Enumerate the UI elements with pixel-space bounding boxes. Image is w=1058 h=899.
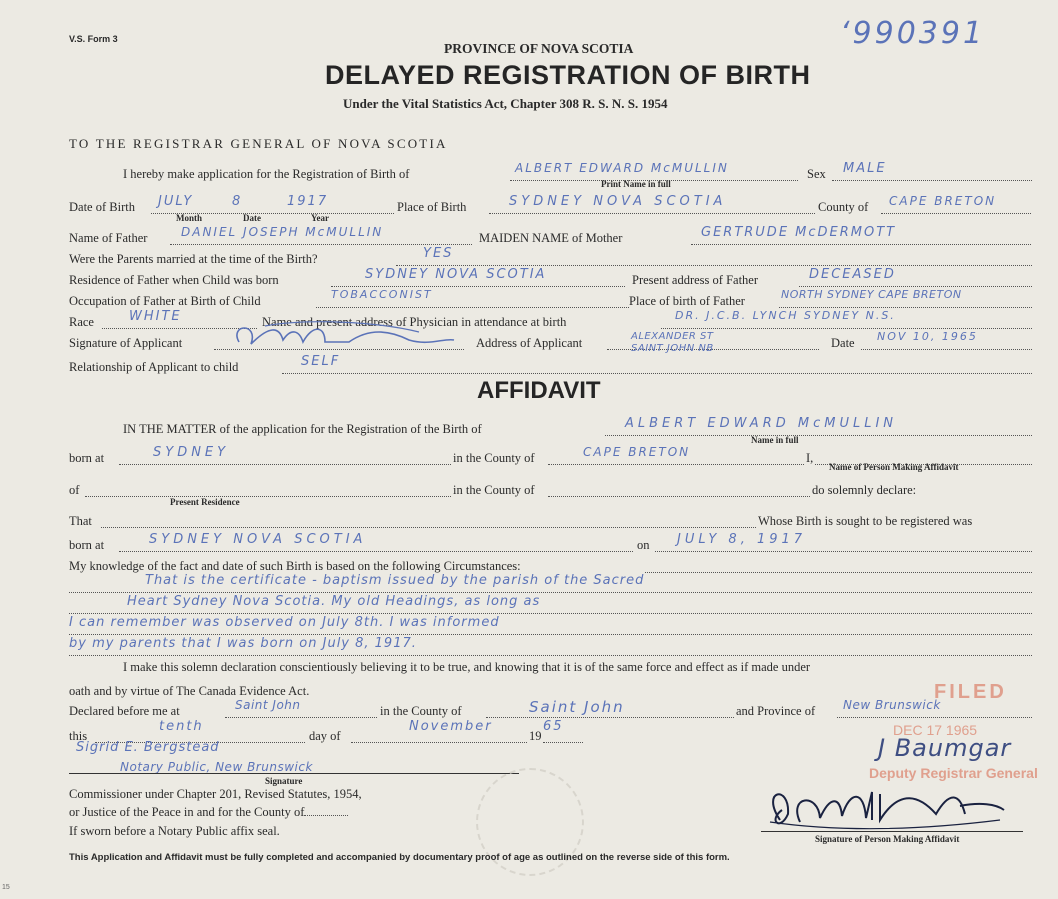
label-matter: IN THE MATTER of the application for the Registration of the Birth of [123, 422, 482, 436]
race-value: WHITE [129, 309, 182, 324]
occupation-value: TOBACCONIST [331, 288, 433, 301]
commissioner-signature-line [69, 773, 519, 774]
label-born-at-2: born at [69, 538, 105, 552]
mother-value: GERTRUDE McDERMOTT [701, 225, 897, 240]
label-married: Were the Parents married at the time of the Birth? [69, 252, 318, 266]
label-occupation: Occupation of Father at Birth of Child [69, 294, 261, 308]
date-caption: Date [243, 213, 261, 223]
affidavit-heading: AFFIDAVIT [477, 377, 601, 404]
month-caption: Month [176, 213, 203, 223]
form-subtitle: Under the Vital Statistics Act, Chapter 308 R. S. N. S. 1954 [343, 96, 668, 111]
on-value: JULY 8, 1917 [677, 532, 807, 547]
person-making-affidavit-caption: Name of Person Making Affidavit [829, 462, 959, 472]
affiant-signature-line [761, 831, 1023, 832]
label-year-prefix: 19 [529, 729, 542, 743]
label-declared-before: Declared before me at [69, 704, 180, 718]
physician-value: DR. J.C.B. LYNCH SYDNEY N.S. [675, 309, 896, 322]
label-father: Name of Father [69, 231, 148, 245]
label-father-birthplace: Place of birth of Father [629, 294, 745, 308]
present-address-value: DECEASED [809, 267, 896, 282]
father-value: DANIEL JOSEPH McMULLIN [181, 225, 384, 239]
label-physician: Name and present address of Physician in attendance at birth [262, 315, 567, 329]
label-this: this [69, 729, 88, 743]
label-dob: Date of Birth [69, 200, 135, 214]
commissioner-text: Commissioner under Chapter 201, Revised Statutes, 1954, [69, 787, 362, 801]
name-in-full-caption: Name in full [751, 435, 799, 445]
circumstance-line-4 [69, 636, 1034, 660]
print-name-caption: Print Name in full [601, 179, 671, 189]
matter-value: ALBERT EDWARD McMULLIN [625, 416, 898, 431]
label-in-county: in the County of [453, 451, 535, 465]
this-value: tenth [159, 719, 204, 734]
row-applicant-name [69, 161, 1034, 189]
registrar-stamp: Deputy Registrar General [869, 765, 1038, 781]
affiant-signature-caption: Signature of Person Making Affidavit [815, 834, 960, 844]
commissioner-designation: Notary Public, New Brunswick [120, 760, 313, 774]
row-affidavit-matter [69, 416, 1034, 445]
county-value: CAPE BRETON [889, 194, 997, 208]
row-parents [69, 225, 1034, 249]
born-at-value: SYDNEY [153, 445, 230, 460]
circumstance-text-4: by my parents that I was born on July 8, 1917. [69, 636, 417, 651]
row-applicant-signature [69, 330, 1034, 354]
commissioner-signature: Sigrid E. Bergstead [76, 740, 220, 755]
affiant-signature [760, 780, 1010, 838]
applicant-signature [229, 320, 459, 352]
label-place: Place of Birth [397, 200, 467, 214]
footer-note: This Application and Affidavit must be fully completed and accompanied by documentary proof of age as outlined on the reverse side of this form. [69, 852, 730, 863]
label-that: That [69, 514, 92, 528]
year-value: 65 [543, 719, 564, 734]
form-number: V.S. Form 3 [69, 34, 118, 44]
signature-caption: Signature [265, 776, 303, 786]
label-sign-date: Date [831, 336, 855, 350]
present-residence-caption: Present Residence [170, 497, 240, 507]
filed-date-stamp: DEC 17 1965 [893, 722, 978, 738]
label-day-of: day of [309, 729, 341, 743]
label-of: of [69, 483, 80, 497]
sex-value: MALE [843, 161, 887, 176]
declared-county-value: Saint John [529, 698, 625, 716]
day-of-value: November [409, 719, 493, 734]
registration-number: ‘990391 [840, 16, 986, 51]
year-caption: Year [311, 213, 329, 223]
circumstance-text-2: Heart Sydney Nova Scotia. My old Headings, as long as [127, 594, 541, 609]
relationship-value: SELF [301, 354, 341, 369]
label-race: Race [69, 315, 94, 329]
label-county: County of [818, 200, 869, 214]
label-registration: I hereby make application for the Registration of Birth of [123, 167, 410, 181]
province-value: New Brunswick [843, 698, 941, 712]
declared-at-value: Saint John [235, 698, 301, 712]
place-value: SYDNEY NOVA SCOTIA [509, 194, 727, 209]
justice-label: or Justice of the Peace in and for the County of [69, 805, 305, 819]
residence-value: SYDNEY NOVA SCOTIA [365, 267, 547, 282]
row-date-of-birth [69, 194, 1034, 223]
justice-text [69, 805, 348, 820]
label-residence: Residence of Father when Child was born [69, 273, 279, 287]
label-sex: Sex [807, 167, 826, 181]
child-name-value: ALBERT EDWARD McMULLIN [515, 161, 729, 175]
label-address-applicant: Address of Applicant [476, 336, 583, 350]
label-i: I, [806, 451, 814, 465]
notary-text: If sworn before a Notary Public affix seal. [69, 824, 280, 838]
label-province: and Province of [736, 704, 816, 718]
father-birthplace-value: NORTH SYDNEY CAPE BRETON [781, 288, 962, 301]
registrar-signature: J Baumgar [878, 734, 1012, 762]
in-county-value: CAPE BRETON [583, 445, 691, 459]
label-signature-applicant: Signature of Applicant [69, 336, 183, 350]
label-declare: do solemnly declare: [812, 483, 917, 497]
address-applicant-value-2: SAINT JOHN NB [631, 343, 714, 354]
solemn-declaration-1: I make this solemn declaration conscientiously believing it to be true, and knowing that it is of the same force and effect as if made under [123, 660, 811, 674]
label-mother: MAIDEN NAME of Mother [479, 231, 623, 245]
label-knowledge: My knowledge of the fact and date of such Birth is based on the following Circumstances: [69, 559, 521, 573]
margin-mark: 15 [2, 884, 10, 891]
dob-year-value: 1917 [287, 194, 329, 209]
sign-date-value: NOV 10, 1965 [877, 330, 978, 343]
form-title: DELAYED REGISTRATION OF BIRTH [325, 60, 811, 90]
row-born-at [69, 445, 1034, 472]
label-born-at: born at [69, 451, 105, 465]
circumstance-text-3: I can remember was observed on July 8th. I was informed [69, 615, 500, 630]
married-value: YES [423, 246, 454, 261]
row-born-at-2 [69, 532, 1034, 556]
dob-day-value: 8 [232, 194, 243, 209]
label-present-address: Present address of Father [632, 273, 759, 287]
address-applicant-value: ALEXANDER ST [631, 331, 714, 342]
label-whose-birth: Whose Birth is sought to be registered was [758, 514, 973, 528]
label-on: on [637, 538, 650, 552]
row-residence-affidavit [69, 481, 1034, 507]
dob-month-value: JULY [158, 194, 194, 209]
label-relationship: Relationship of Applicant to child [69, 360, 239, 374]
label-declared-county: in the County of [380, 704, 462, 718]
filed-stamp: FILED [934, 681, 1007, 703]
province-heading: PROVINCE OF NOVA SCOTIA [444, 41, 634, 56]
addressee: TO THE REGISTRAR GENERAL OF NOVA SCOTIA [69, 136, 448, 151]
solemn-declaration-2: oath and by virtue of The Canada Evidence Act. [69, 684, 310, 698]
born-at-2-value: SYDNEY NOVA SCOTIA [149, 532, 367, 547]
row-relationship [69, 354, 1034, 378]
label-in-county-2: in the County of [453, 483, 535, 497]
row-that [69, 512, 1034, 532]
circumstance-text-1: That is the certificate - baptism issued by the parish of the Sacred [145, 573, 645, 588]
